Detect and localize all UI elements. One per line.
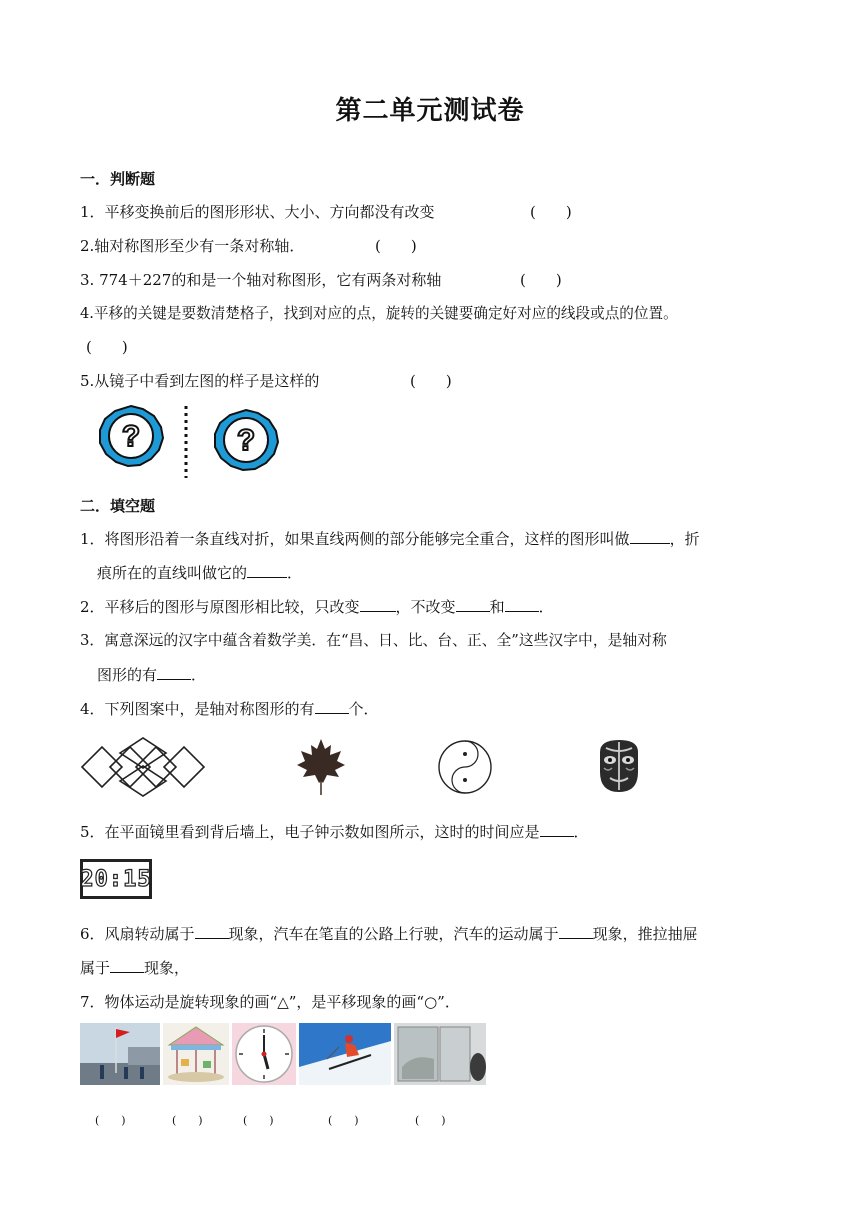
question-text: 6．风扇转动属于 bbox=[80, 925, 195, 943]
answer-paren[interactable]: ( ) bbox=[415, 1114, 446, 1127]
question-text: 现象， bbox=[144, 959, 190, 977]
clock-digits: 20:15 bbox=[80, 866, 152, 892]
question-text: 现象，汽车在笔直的公路上行驶，汽车的运动属于 bbox=[228, 925, 559, 943]
answer-blank[interactable] bbox=[247, 563, 287, 578]
digital-clock-display bbox=[80, 859, 152, 899]
question-text: 1．平移变换前后的图形形状、大小、方向都没有改变 bbox=[80, 203, 435, 221]
maple-leaf-icon bbox=[295, 737, 347, 797]
question-text: ． bbox=[191, 666, 207, 684]
flag-raising-photo bbox=[80, 1023, 160, 1085]
page-title: 第二单元测试卷 bbox=[335, 96, 525, 126]
question-text: ． bbox=[573, 823, 589, 841]
answer-blank[interactable] bbox=[540, 822, 574, 837]
question-2-1-cont bbox=[97, 563, 302, 583]
question-text: 痕所在的直线叫做它的 bbox=[97, 564, 248, 582]
question-text: 和 bbox=[489, 598, 505, 616]
question-1-4: 4.平移的关键是要数清楚格子，找到对应的点，旋转的关键要确定好对应的线段或点的位置。 bbox=[80, 305, 678, 322]
answer-blank[interactable] bbox=[559, 924, 593, 939]
wall-clock-photo bbox=[232, 1023, 296, 1085]
svg-text:?: ? bbox=[236, 424, 256, 457]
answer-paren[interactable]: ( ) bbox=[375, 237, 417, 255]
carousel-photo bbox=[163, 1023, 229, 1085]
question-2-7: 7．物体运动是旋转现象的画“△”，是平移现象的画“○”． bbox=[80, 993, 460, 1011]
question-1-2: 2.轴对称图形至少有一条对称轴． bbox=[80, 237, 305, 255]
question-2-4 bbox=[80, 699, 379, 719]
question-text: 2．平移后的图形与原图形相比较，只改变 bbox=[80, 598, 360, 616]
question-text: ． bbox=[287, 564, 303, 582]
answer-blank[interactable] bbox=[110, 958, 144, 973]
answer-blank[interactable] bbox=[360, 597, 396, 612]
skier-photo bbox=[299, 1023, 391, 1085]
answer-blank[interactable] bbox=[456, 597, 490, 612]
answer-paren[interactable]: ( ) bbox=[86, 338, 128, 356]
svg-text:?: ? bbox=[121, 420, 141, 453]
answer-blank[interactable] bbox=[315, 699, 349, 714]
question-2-5 bbox=[80, 822, 589, 842]
answer-blank[interactable] bbox=[195, 924, 229, 939]
opera-mask-icon bbox=[596, 738, 642, 794]
question-text: 4．下列图案中，是轴对称图形的有 bbox=[80, 700, 315, 718]
answer-paren[interactable]: ( ) bbox=[530, 203, 572, 221]
question-mark-badge-icon bbox=[96, 404, 166, 468]
question-1-1 bbox=[80, 202, 435, 222]
answer-blank[interactable] bbox=[505, 597, 539, 612]
question-mark-badge-icon bbox=[212, 408, 280, 472]
section-heading-fill-in: 二．填空题 bbox=[80, 497, 156, 515]
question-2-2 bbox=[80, 597, 554, 617]
question-text: 属于 bbox=[80, 959, 111, 977]
answer-paren[interactable]: ( ) bbox=[172, 1114, 203, 1127]
question-1-3: 3. 774＋227的和是一个轴对称图形，它有两条对称轴 bbox=[80, 271, 442, 289]
question-text: 个． bbox=[348, 700, 379, 718]
question-2-3: 3．寓意深远的汉字中蕴含着数学美．在“昌、日、比、台、正、全”这些汉字中，是轴对称 bbox=[80, 632, 667, 649]
question-2-1 bbox=[80, 529, 700, 549]
section-heading-judgement: 一．判断题 bbox=[80, 170, 156, 188]
answer-blank[interactable] bbox=[157, 665, 191, 680]
question-text: ． bbox=[538, 598, 554, 616]
question-text: 现象，推拉抽屉 bbox=[592, 925, 698, 943]
question-2-6 bbox=[80, 924, 698, 944]
answer-paren[interactable]: ( ) bbox=[328, 1114, 359, 1127]
window-photo bbox=[394, 1023, 486, 1085]
question-text: 1．将图形沿着一条直线对折，如果直线两侧的部分能够完全重合，这样的图形叫做 bbox=[80, 530, 630, 548]
yin-yang-icon bbox=[436, 738, 494, 796]
mirror-line-divider bbox=[181, 404, 191, 480]
question-2-6-cont bbox=[80, 958, 189, 978]
question-text: 图形的有 bbox=[97, 666, 158, 684]
question-text: ，折 bbox=[669, 530, 700, 548]
answer-paren[interactable]: ( ) bbox=[95, 1114, 126, 1127]
answer-paren[interactable]: ( ) bbox=[243, 1114, 274, 1127]
question-text: 5．在平面镜里看到背后墙上，电子钟示数如图所示，这时的时间应是 bbox=[80, 823, 540, 841]
answer-paren[interactable]: ( ) bbox=[410, 372, 452, 390]
question-2-3-cont bbox=[97, 665, 206, 685]
question-1-5: 5.从镜子中看到左图的样子是这样的 bbox=[80, 372, 320, 390]
answer-blank[interactable] bbox=[630, 529, 670, 544]
interlaced-diamond-pattern bbox=[80, 736, 206, 798]
answer-paren[interactable]: ( ) bbox=[520, 271, 562, 289]
question-text: ，不改变 bbox=[395, 598, 456, 616]
